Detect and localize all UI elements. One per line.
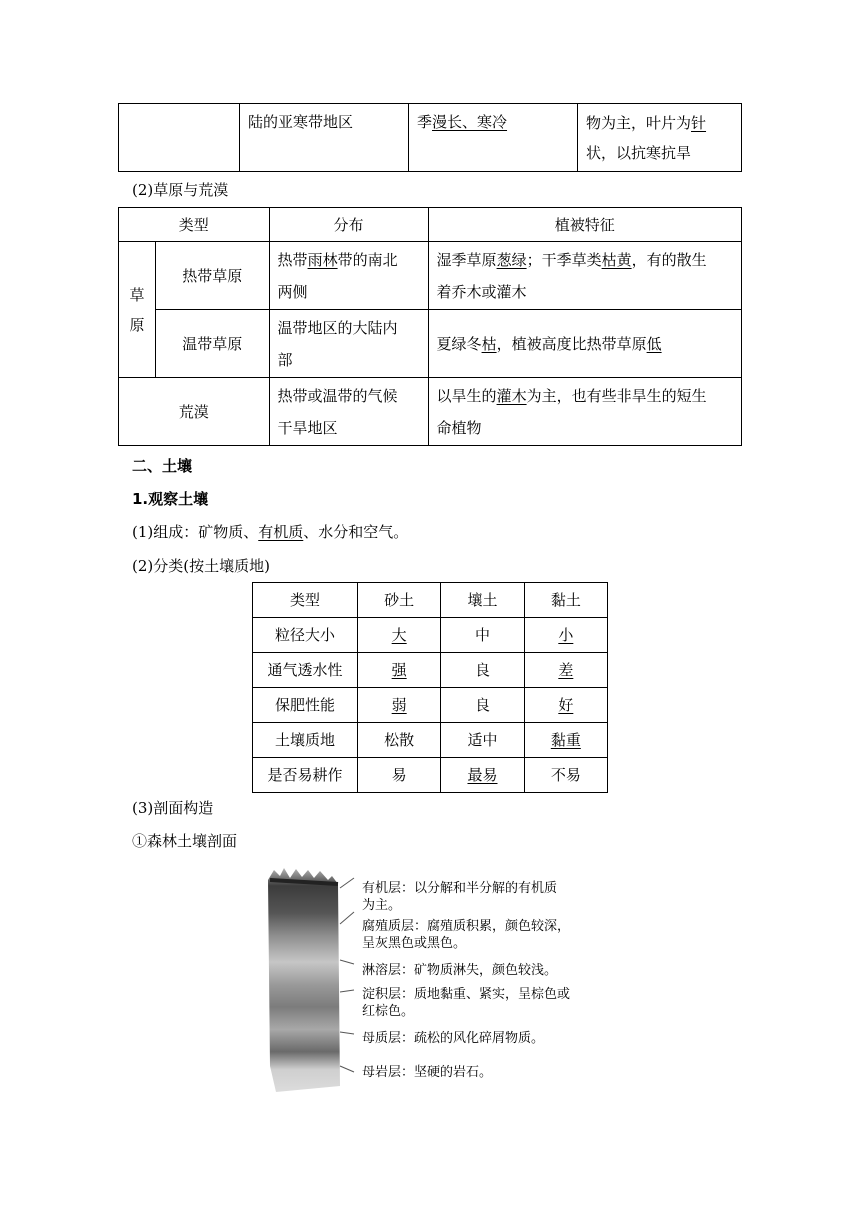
table-row — [253, 758, 608, 793]
table-cell: 弱 — [358, 688, 441, 723]
header-distribution: 分布 — [269, 208, 428, 242]
profile-title: (3)剖面构造 — [132, 799, 214, 817]
soil-composition: (1)组成：矿物质、有机质、水分和空气。 — [132, 523, 409, 541]
table-cell: 通气透水性 — [253, 653, 358, 688]
label-bedrock-layer: 母岩层：坚硬的岩石。 — [362, 1065, 493, 1080]
table-cell: 差 — [524, 653, 607, 688]
table-cell: 物为主，叶片为针 状，以抗寒抗旱 — [578, 104, 742, 172]
table-cell: 大 — [358, 618, 441, 653]
table-row — [253, 688, 608, 723]
desert-distribution: 热带或温带的气候 干旱地区 — [269, 378, 428, 446]
table-cell: 良 — [441, 653, 524, 688]
table-grassland-desert — [118, 207, 742, 446]
forest-profile-title: ①森林土壤剖面 — [132, 832, 238, 850]
tropical-grassland-name: 热带草原 — [156, 242, 270, 310]
desert-feature: 以旱生的灌木为主，也有些非旱生的短生 命植物 — [428, 378, 741, 446]
temperate-grassland-distribution: 温带地区的大陆内 部 — [269, 310, 428, 378]
table-forest-continuation — [118, 103, 742, 172]
heading-observe-soil: 1.观察土壤 — [132, 490, 209, 508]
table-row — [119, 378, 742, 446]
temperate-grassland-feature: 夏绿冬枯，植被高度比热带草原低 — [428, 310, 741, 378]
table-cell: 土壤质地 — [253, 723, 358, 758]
table-cell: 松散 — [358, 723, 441, 758]
table-cell: 季漫长、寒冷 — [409, 104, 578, 172]
table-cell: 适中 — [441, 723, 524, 758]
table-cell: 不易 — [524, 758, 607, 793]
table-row — [253, 653, 608, 688]
table-soil-texture — [252, 582, 608, 793]
table-cell: 强 — [358, 653, 441, 688]
table-header: 类型 — [253, 583, 358, 618]
header-type: 类型 — [119, 208, 270, 242]
table-cell: 粒径大小 — [253, 618, 358, 653]
header-vegetation: 植被特征 — [428, 208, 741, 242]
table-row — [253, 618, 608, 653]
grassland-label: 草 原 — [119, 242, 156, 378]
heading-soil: 二、土壤 — [132, 457, 193, 475]
table-header-row — [253, 583, 608, 618]
table-row — [119, 104, 742, 172]
table-cell: 良 — [441, 688, 524, 723]
table-cell: 小 — [524, 618, 607, 653]
table-header: 砂土 — [358, 583, 441, 618]
tropical-grassland-feature: 湿季草原葱绿；干季草类枯黄，有的散生 着乔木或灌木 — [428, 242, 741, 310]
table-header: 黏土 — [524, 583, 607, 618]
table-cell: 保肥性能 — [253, 688, 358, 723]
table-cell: 陆的亚寒带地区 — [240, 104, 409, 172]
temperate-grassland-name: 温带草原 — [156, 310, 270, 378]
label-eluvial-layer: 淋溶层：矿物质淋失，颜色较浅。 — [362, 963, 558, 978]
table-cell: 是否易耕作 — [253, 758, 358, 793]
table-cell: 中 — [441, 618, 524, 653]
soil-classification-title: (2)分类(按土壤质地) — [132, 557, 270, 575]
label-illuvial-layer: 淀积层：质地黏重、紧实，呈棕色或 红棕色。 — [362, 987, 571, 1019]
table-row — [253, 723, 608, 758]
label-humus-layer: 腐殖质层：腐殖质积累，颜色较深， 呈灰黑色或黑色。 — [362, 919, 571, 951]
table-cell: 最易 — [441, 758, 524, 793]
table-header: 壤土 — [441, 583, 524, 618]
label-organic-layer: 有机层：以分解和半分解的有机质 为主。 — [362, 881, 558, 913]
table-cell: 好 — [524, 688, 607, 723]
label-parent-material-layer: 母质层：疏松的风化碎屑物质。 — [362, 1031, 545, 1046]
table-cell: 易 — [358, 758, 441, 793]
table-cell: 黏重 — [524, 723, 607, 758]
table-cell — [119, 104, 240, 172]
table-row — [119, 310, 742, 378]
desert-name: 荒漠 — [119, 378, 270, 446]
tropical-grassland-distribution: 热带雨林带的南北 两侧 — [269, 242, 428, 310]
section-grassland-desert: (2)草原与荒漠 — [132, 181, 229, 199]
table-row — [119, 242, 742, 310]
table-header-row — [119, 208, 742, 242]
